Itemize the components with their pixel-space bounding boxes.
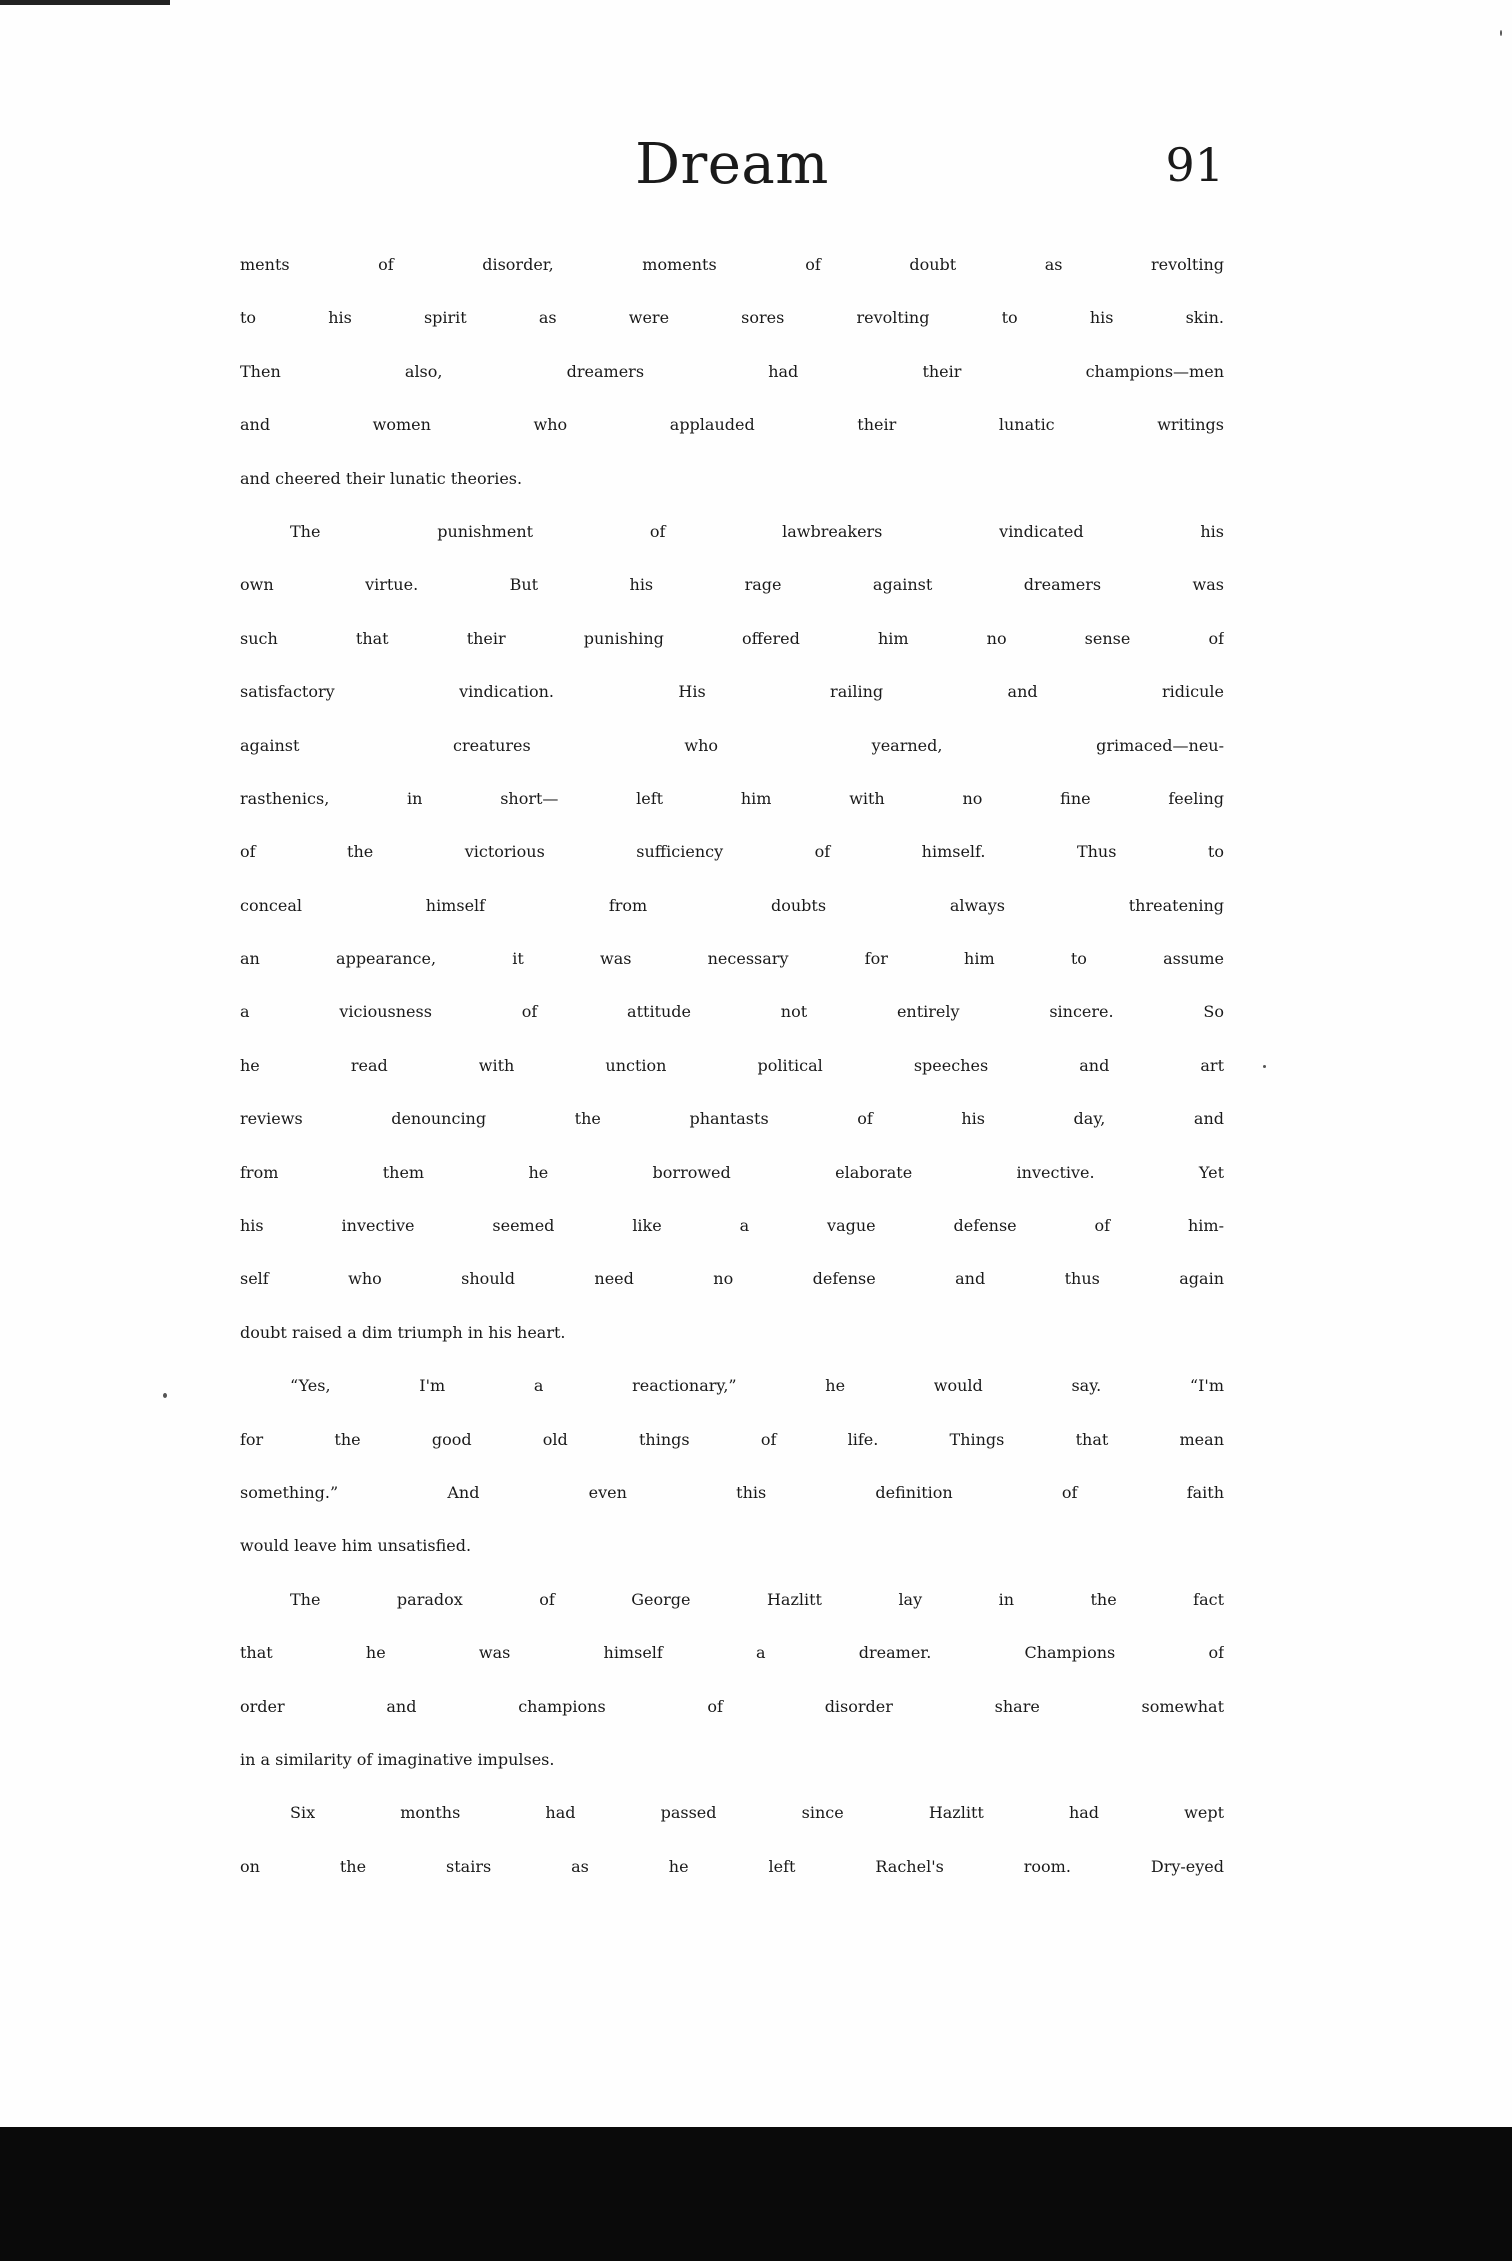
text-line: The paradox of George Hazlitt lay in the fact bbox=[290, 1589, 1224, 1609]
text-line: ments of disorder, moments of doubt as revolting bbox=[240, 255, 1224, 274]
text-line: his invective seemed like a vague defense of him- bbox=[240, 1216, 1224, 1236]
text-line: Six months had passed since Hazlitt had wept bbox=[290, 1803, 1224, 1823]
text-line: satisfactory vindication. His railing and ridicule bbox=[240, 682, 1224, 702]
text-line: The punishment of lawbreakers vindicated his bbox=[290, 521, 1224, 541]
text-line: order and champions of disorder share somewhat bbox=[240, 1696, 1224, 1716]
text-line: of the victorious sufficiency of himself. Thus to bbox=[240, 842, 1224, 862]
text-line: and cheered their lunatic theories. bbox=[240, 468, 523, 488]
text-line: to his spirit as were sores revolting to his skin. bbox=[240, 308, 1224, 328]
text-line: for the good old things of life. Things that mean bbox=[240, 1429, 1224, 1449]
text-line: he read with unction political speeches and art bbox=[240, 1055, 1224, 1075]
page-title: Dream bbox=[635, 132, 829, 197]
text-line: such that their punishing offered him no sense of bbox=[240, 628, 1224, 648]
text-line: that he was himself a dreamer. Champions of bbox=[240, 1643, 1224, 1663]
text-line: a viciousness of attitude not entirely sincere. So bbox=[240, 1002, 1224, 1022]
text-line: “Yes, I'm a reactionary,” he would say. “I'm bbox=[290, 1376, 1224, 1396]
scan-edge-mark bbox=[0, 0, 170, 5]
body-text bbox=[240, 255, 1224, 1910]
page-number: 91 bbox=[1165, 138, 1224, 192]
text-line: and women who applauded their lunatic writings bbox=[240, 415, 1224, 435]
text-line: conceal himself from doubts always threatening bbox=[240, 895, 1224, 915]
text-line: Then also, dreamers had their champions—men bbox=[240, 361, 1224, 381]
scan-bottom-edge bbox=[0, 2127, 1512, 2261]
text-line: self who should need no defense and thus again bbox=[240, 1269, 1224, 1289]
text-line: own virtue. But his rage against dreamers was bbox=[240, 575, 1224, 595]
text-line: rasthenics, in short— left him with no fine feeling bbox=[240, 788, 1224, 808]
text-line: something.” And even this definition of faith bbox=[240, 1482, 1224, 1502]
scan-speck bbox=[163, 1393, 167, 1398]
text-line: doubt raised a dim triumph in his heart. bbox=[240, 1322, 566, 1342]
text-line: an appearance, it was necessary for him to assume bbox=[240, 949, 1224, 969]
running-head bbox=[240, 130, 1224, 200]
scan-speck bbox=[1500, 30, 1502, 36]
text-line: reviews denouncing the phantasts of his day, and bbox=[240, 1109, 1224, 1129]
text-line: in a similarity of imaginative impulses. bbox=[240, 1749, 555, 1769]
text-line: would leave him unsatisfied. bbox=[240, 1536, 472, 1556]
scan-speck bbox=[1263, 1065, 1266, 1068]
text-line: from them he borrowed elaborate invective. Yet bbox=[240, 1162, 1224, 1182]
text-line: against creatures who yearned, grimaced—neu- bbox=[240, 735, 1224, 755]
text-line: on the stairs as he left Rachel's room. Dry-eyed bbox=[240, 1856, 1224, 1876]
